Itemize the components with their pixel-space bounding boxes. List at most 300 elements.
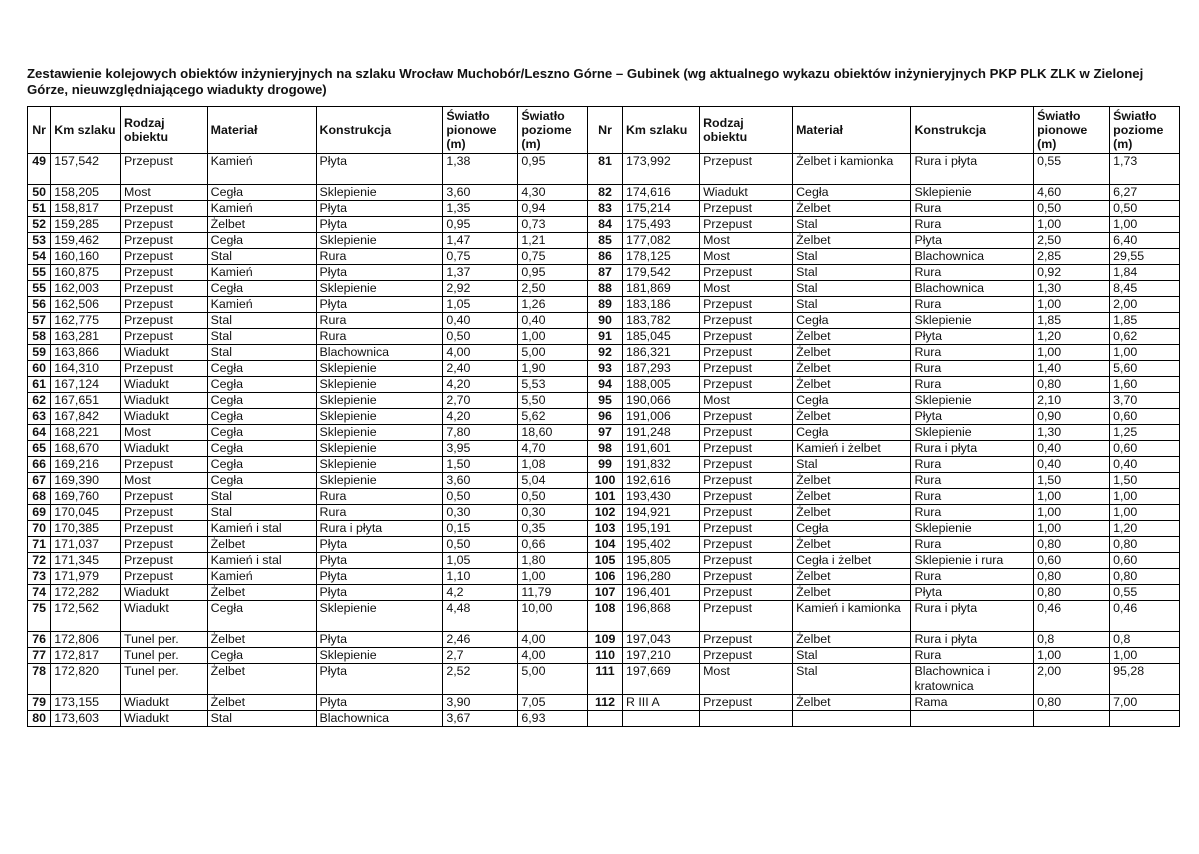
cell-swiatlo-poziome: 5,00 (518, 664, 588, 695)
cell-swiatlo-poziome: 1,85 (1110, 313, 1180, 329)
table-row (28, 569, 1180, 585)
cell-km: 172,282 (51, 585, 121, 601)
cell-swiatlo-poziome: 1,00 (1110, 217, 1180, 233)
cell-swiatlo-poziome: 1,00 (518, 329, 588, 345)
cell-konstrukcja: Sklepienie (911, 521, 1034, 537)
cell-nr: 107 (588, 585, 623, 601)
cell-rodzaj: Przepust (121, 249, 208, 265)
cell-nr: 98 (588, 441, 623, 457)
cell-konstrukcja: Rura (316, 313, 443, 329)
table-row (28, 695, 1180, 711)
objects-table (27, 106, 1180, 727)
table-row (28, 154, 1180, 185)
cell-swiatlo-poziome: 4,00 (518, 632, 588, 648)
header-km: Km szlaku (622, 107, 699, 154)
cell-material: Stal (793, 457, 911, 473)
cell-swiatlo-pionowe: 0,92 (1034, 265, 1110, 281)
cell-swiatlo-pionowe: 0,60 (1034, 553, 1110, 569)
cell-material: Żelbet (793, 233, 911, 249)
cell-rodzaj: Przepust (700, 601, 793, 632)
cell-rodzaj: Przepust (121, 201, 208, 217)
cell-material: Cegła (207, 409, 316, 425)
cell-rodzaj: Most (121, 185, 208, 201)
cell-rodzaj: Przepust (700, 313, 793, 329)
cell-swiatlo-pionowe: 4,2 (443, 585, 518, 601)
cell-swiatlo-pionowe: 0,80 (1034, 537, 1110, 553)
cell-konstrukcja: Płyta (316, 297, 443, 313)
cell-material: Stal (793, 249, 911, 265)
cell-km: 188,005 (622, 377, 699, 393)
table-row (28, 393, 1180, 409)
cell-material: Cegła (207, 377, 316, 393)
cell-nr: 50 (28, 185, 51, 201)
cell-konstrukcja: Sklepienie (316, 425, 443, 441)
cell-swiatlo-pionowe: 1,35 (443, 201, 518, 217)
cell-nr: 100 (588, 473, 623, 489)
cell-nr: 111 (588, 664, 623, 695)
table-row (28, 265, 1180, 281)
cell-nr: 63 (28, 409, 51, 425)
cell-nr: 58 (28, 329, 51, 345)
table-row (28, 201, 1180, 217)
cell-nr: 86 (588, 249, 623, 265)
cell-nr: 71 (28, 537, 51, 553)
cell-nr: 70 (28, 521, 51, 537)
cell-km: 191,248 (622, 425, 699, 441)
cell-swiatlo-pionowe: 1,40 (1034, 361, 1110, 377)
cell-konstrukcja: Blachownica (911, 281, 1034, 297)
cell-swiatlo-poziome: 0,80 (1110, 537, 1180, 553)
cell-km: 162,775 (51, 313, 121, 329)
cell-konstrukcja: Rura (911, 473, 1034, 489)
cell-swiatlo-poziome: 0,55 (1110, 585, 1180, 601)
cell-km: 192,616 (622, 473, 699, 489)
cell-rodzaj: Przepust (700, 409, 793, 425)
cell-rodzaj: Przepust (121, 297, 208, 313)
cell-swiatlo-poziome: 0,50 (518, 489, 588, 505)
cell-rodzaj: Przepust (700, 473, 793, 489)
cell-swiatlo-pionowe: 2,40 (443, 361, 518, 377)
cell-nr: 93 (588, 361, 623, 377)
cell-konstrukcja: Sklepienie (316, 361, 443, 377)
cell-swiatlo-poziome: 4,30 (518, 185, 588, 201)
table-row (28, 457, 1180, 473)
cell-material: Stal (207, 329, 316, 345)
cell-konstrukcja: Rura (911, 505, 1034, 521)
cell-km: 196,868 (622, 601, 699, 632)
cell-swiatlo-pionowe: 0,8 (1034, 632, 1110, 648)
cell-konstrukcja: Sklepienie (316, 393, 443, 409)
cell-swiatlo-pionowe: 0,95 (443, 217, 518, 233)
cell-swiatlo-pionowe: 0,80 (1034, 569, 1110, 585)
cell-nr: 104 (588, 537, 623, 553)
cell-rodzaj: Przepust (121, 521, 208, 537)
cell-nr: 52 (28, 217, 51, 233)
cell-material: Żelbet (793, 489, 911, 505)
cell-swiatlo-pionowe: 1,20 (1034, 329, 1110, 345)
cell-swiatlo-pionowe: 2,50 (1034, 233, 1110, 249)
cell-swiatlo-poziome: 0,46 (1110, 601, 1180, 632)
cell-swiatlo-pionowe: 1,00 (1034, 489, 1110, 505)
cell-material: Kamień i stal (207, 553, 316, 569)
table-row (28, 297, 1180, 313)
cell-material: Żelbet (793, 409, 911, 425)
cell-swiatlo-pionowe: 1,05 (443, 297, 518, 313)
cell-swiatlo-poziome: 1,00 (1110, 489, 1180, 505)
table-row (28, 505, 1180, 521)
cell-material: Stal (793, 297, 911, 313)
cell-konstrukcja: Blachownica (316, 345, 443, 361)
cell-nr: 77 (28, 648, 51, 664)
cell-konstrukcja: Sklepienie (911, 393, 1034, 409)
cell-konstrukcja: Sklepienie (911, 425, 1034, 441)
cell-nr: 91 (588, 329, 623, 345)
header-km: Km szlaku (51, 107, 121, 154)
cell-material: Żelbet (793, 329, 911, 345)
cell-km: 195,191 (622, 521, 699, 537)
cell-nr: 81 (588, 154, 623, 185)
cell-swiatlo-pionowe: 3,60 (443, 185, 518, 201)
cell-swiatlo-pionowe: 4,60 (1034, 185, 1110, 201)
cell-swiatlo-poziome: 1,21 (518, 233, 588, 249)
cell-material: Kamień (207, 201, 316, 217)
cell-km: 167,651 (51, 393, 121, 409)
cell-km: 191,601 (622, 441, 699, 457)
cell-material: Kamień (207, 569, 316, 585)
cell-swiatlo-pionowe: 0,30 (443, 505, 518, 521)
cell-swiatlo-poziome: 0,95 (518, 265, 588, 281)
cell-material: Cegła (207, 393, 316, 409)
cell-nr: 73 (28, 569, 51, 585)
cell-rodzaj: Most (700, 664, 793, 695)
cell-rodzaj: Przepust (121, 233, 208, 249)
cell-material: Cegła (207, 441, 316, 457)
cell-swiatlo-pionowe: 2,7 (443, 648, 518, 664)
cell-nr: 84 (588, 217, 623, 233)
cell-nr: 85 (588, 233, 623, 249)
cell-nr: 57 (28, 313, 51, 329)
cell-material: Żelbet (207, 585, 316, 601)
cell-konstrukcja: Rura (911, 265, 1034, 281)
cell-km (622, 711, 699, 727)
cell-km: 181,869 (622, 281, 699, 297)
cell-nr: 112 (588, 695, 623, 711)
cell-rodzaj: Przepust (121, 154, 208, 185)
cell-konstrukcja: Płyta (911, 233, 1034, 249)
cell-swiatlo-pionowe: 4,48 (443, 601, 518, 632)
cell-swiatlo-poziome: 0,60 (1110, 441, 1180, 457)
cell-nr: 74 (28, 585, 51, 601)
cell-rodzaj: Przepust (121, 553, 208, 569)
cell-swiatlo-pionowe: 0,40 (1034, 441, 1110, 457)
cell-material: Cegła (207, 233, 316, 249)
cell-swiatlo-poziome: 1,00 (518, 569, 588, 585)
cell-konstrukcja: Płyta (316, 664, 443, 695)
cell-swiatlo-pionowe: 0,75 (443, 249, 518, 265)
cell-swiatlo-pionowe: 1,00 (1034, 217, 1110, 233)
cell-rodzaj: Przepust (700, 329, 793, 345)
header-rodzaj: Rodzaj obiektu (700, 107, 793, 154)
cell-konstrukcja: Rura (911, 569, 1034, 585)
cell-konstrukcja: Rura i płyta (911, 154, 1034, 185)
cell-nr: 56 (28, 297, 51, 313)
cell-km: 186,321 (622, 345, 699, 361)
cell-material: Kamień i żelbet (793, 441, 911, 457)
cell-rodzaj: Przepust (121, 281, 208, 297)
cell-konstrukcja: Płyta (316, 632, 443, 648)
table-row (28, 648, 1180, 664)
cell-rodzaj: Wiadukt (121, 345, 208, 361)
cell-swiatlo-poziome: 1,25 (1110, 425, 1180, 441)
cell-swiatlo-poziome: 0,50 (1110, 201, 1180, 217)
table-row (28, 217, 1180, 233)
cell-konstrukcja: Płyta (316, 201, 443, 217)
cell-nr: 96 (588, 409, 623, 425)
cell-swiatlo-pionowe: 1,00 (1034, 648, 1110, 664)
cell-swiatlo-poziome: 4,00 (518, 648, 588, 664)
header-swiatlo-poziome: Światło poziome (m) (518, 107, 588, 154)
cell-km: 169,760 (51, 489, 121, 505)
table-row (28, 632, 1180, 648)
cell-km: 195,402 (622, 537, 699, 553)
header-material: Materiał (793, 107, 911, 154)
cell-konstrukcja: Rura (316, 329, 443, 345)
cell-km: 170,385 (51, 521, 121, 537)
cell-km: R III A (622, 695, 699, 711)
cell-nr: 108 (588, 601, 623, 632)
cell-swiatlo-pionowe: 2,52 (443, 664, 518, 695)
cell-km: 197,043 (622, 632, 699, 648)
cell-nr: 97 (588, 425, 623, 441)
cell-km: 172,562 (51, 601, 121, 632)
cell-swiatlo-poziome: 0,62 (1110, 329, 1180, 345)
cell-material: Żelbet (793, 569, 911, 585)
cell-swiatlo-poziome: 8,45 (1110, 281, 1180, 297)
cell-konstrukcja: Płyta (316, 217, 443, 233)
cell-swiatlo-poziome: 1,00 (1110, 505, 1180, 521)
cell-rodzaj: Przepust (121, 569, 208, 585)
cell-km: 171,345 (51, 553, 121, 569)
cell-rodzaj: Wiadukt (121, 695, 208, 711)
cell-km: 173,603 (51, 711, 121, 727)
cell-km: 185,045 (622, 329, 699, 345)
cell-rodzaj: Przepust (700, 345, 793, 361)
cell-nr: 103 (588, 521, 623, 537)
cell-km: 169,216 (51, 457, 121, 473)
cell-konstrukcja: Rura (316, 505, 443, 521)
table-row (28, 553, 1180, 569)
cell-swiatlo-pionowe: 1,00 (1034, 345, 1110, 361)
cell-nr: 106 (588, 569, 623, 585)
cell-material: Cegła (207, 457, 316, 473)
cell-material: Cegła (207, 185, 316, 201)
cell-konstrukcja: Płyta (316, 695, 443, 711)
cell-rodzaj: Most (121, 473, 208, 489)
cell-km: 164,310 (51, 361, 121, 377)
cell-konstrukcja: Rama (911, 695, 1034, 711)
cell-nr: 99 (588, 457, 623, 473)
cell-km: 163,281 (51, 329, 121, 345)
cell-swiatlo-poziome: 1,20 (1110, 521, 1180, 537)
header-swiatlo-pionowe: Światło pionowe (m) (1034, 107, 1110, 154)
cell-swiatlo-pionowe: 0,40 (1034, 457, 1110, 473)
cell-rodzaj: Przepust (700, 521, 793, 537)
cell-swiatlo-poziome: 1,73 (1110, 154, 1180, 185)
cell-km: 159,285 (51, 217, 121, 233)
cell-konstrukcja: Rura (911, 217, 1034, 233)
table-row (28, 185, 1180, 201)
cell-rodzaj: Przepust (700, 505, 793, 521)
cell-nr: 55 (28, 265, 51, 281)
cell-rodzaj: Wiadukt (700, 185, 793, 201)
cell-material: Stal (793, 265, 911, 281)
cell-nr: 62 (28, 393, 51, 409)
cell-km: 177,082 (622, 233, 699, 249)
cell-rodzaj: Przepust (700, 441, 793, 457)
cell-nr (588, 711, 623, 727)
cell-swiatlo-poziome: 2,50 (518, 281, 588, 297)
cell-konstrukcja: Blachownica i kratownica (911, 664, 1034, 695)
cell-km: 157,542 (51, 154, 121, 185)
cell-rodzaj: Tunel per. (121, 648, 208, 664)
cell-konstrukcja: Sklepienie (316, 601, 443, 632)
cell-material: Cegła (207, 648, 316, 664)
cell-swiatlo-pionowe: 0,50 (443, 329, 518, 345)
cell-rodzaj: Wiadukt (121, 393, 208, 409)
cell-km: 194,921 (622, 505, 699, 521)
cell-nr: 66 (28, 457, 51, 473)
cell-rodzaj: Wiadukt (121, 711, 208, 727)
cell-swiatlo-pionowe: 1,30 (1034, 425, 1110, 441)
table-row (28, 711, 1180, 727)
cell-swiatlo-pionowe: 3,95 (443, 441, 518, 457)
cell-swiatlo-poziome: 0,60 (1110, 409, 1180, 425)
cell-material: Cegła (207, 601, 316, 632)
cell-swiatlo-poziome: 18,60 (518, 425, 588, 441)
cell-material: Cegła (207, 425, 316, 441)
cell-swiatlo-pionowe: 0,55 (1034, 154, 1110, 185)
cell-material: Kamień (207, 154, 316, 185)
cell-rodzaj: Przepust (700, 217, 793, 233)
cell-material: Kamień (207, 297, 316, 313)
cell-km: 175,214 (622, 201, 699, 217)
cell-swiatlo-pionowe: 2,10 (1034, 393, 1110, 409)
cell-swiatlo-pionowe: 1,00 (1034, 505, 1110, 521)
cell-konstrukcja (911, 711, 1034, 727)
cell-material: Cegła (793, 425, 911, 441)
cell-swiatlo-poziome: 0,40 (1110, 457, 1180, 473)
cell-swiatlo-poziome: 95,28 (1110, 664, 1180, 695)
cell-swiatlo-poziome: 5,50 (518, 393, 588, 409)
cell-rodzaj: Przepust (121, 265, 208, 281)
cell-swiatlo-poziome: 1,26 (518, 297, 588, 313)
cell-nr: 49 (28, 154, 51, 185)
cell-rodzaj: Przepust (700, 648, 793, 664)
cell-material: Żelbet (793, 473, 911, 489)
cell-material: Żelbet (793, 345, 911, 361)
cell-swiatlo-poziome: 7,00 (1110, 695, 1180, 711)
cell-rodzaj: Przepust (700, 201, 793, 217)
cell-km: 169,390 (51, 473, 121, 489)
cell-nr: 67 (28, 473, 51, 489)
cell-nr: 76 (28, 632, 51, 648)
cell-swiatlo-poziome: 2,00 (1110, 297, 1180, 313)
cell-swiatlo-pionowe: 0,50 (443, 537, 518, 553)
cell-swiatlo-pionowe: 0,80 (1034, 695, 1110, 711)
cell-swiatlo-poziome: 3,70 (1110, 393, 1180, 409)
cell-material: Cegła (793, 313, 911, 329)
cell-swiatlo-pionowe: 7,80 (443, 425, 518, 441)
cell-swiatlo-poziome: 5,60 (1110, 361, 1180, 377)
cell-konstrukcja: Sklepienie (911, 313, 1034, 329)
cell-nr: 55 (28, 281, 51, 297)
cell-swiatlo-pionowe: 0,46 (1034, 601, 1110, 632)
cell-nr: 92 (588, 345, 623, 361)
cell-swiatlo-pionowe: 1,05 (443, 553, 518, 569)
cell-konstrukcja: Płyta (316, 265, 443, 281)
cell-km: 178,125 (622, 249, 699, 265)
cell-konstrukcja: Blachownica (316, 711, 443, 727)
cell-konstrukcja: Rura (911, 648, 1034, 664)
table-row (28, 441, 1180, 457)
cell-swiatlo-pionowe: 2,00 (1034, 664, 1110, 695)
cell-konstrukcja: Sklepienie (911, 185, 1034, 201)
cell-material: Stal (793, 664, 911, 695)
document-title: Zestawienie kolejowych obiektów inżynieryjnych na szlaku Wrocław Muchobór/Leszno Górne – Gubinek (wg aktualnego wykazu obiektów inżynieryjnych PKP PLK ZLK w Zielonej Górze, nieuwzględniającego wiadukty drogowe) (27, 66, 1144, 97)
cell-konstrukcja: Rura (911, 457, 1034, 473)
cell-km: 171,037 (51, 537, 121, 553)
cell-material: Kamień i stal (207, 521, 316, 537)
cell-km: 162,003 (51, 281, 121, 297)
cell-km: 179,542 (622, 265, 699, 281)
cell-swiatlo-poziome: 5,62 (518, 409, 588, 425)
cell-rodzaj: Most (700, 249, 793, 265)
cell-konstrukcja: Rura (911, 489, 1034, 505)
table-row (28, 409, 1180, 425)
cell-material: Kamień i kamionka (793, 601, 911, 632)
cell-konstrukcja: Płyta (911, 409, 1034, 425)
cell-konstrukcja: Rura (911, 345, 1034, 361)
cell-material: Żelbet (793, 585, 911, 601)
header-swiatlo-poziome: Światło poziome (m) (1110, 107, 1180, 154)
cell-rodzaj: Przepust (700, 632, 793, 648)
cell-nr: 59 (28, 345, 51, 361)
cell-km: 172,820 (51, 664, 121, 695)
cell-rodzaj (700, 711, 793, 727)
cell-rodzaj: Wiadukt (121, 601, 208, 632)
table-row (28, 313, 1180, 329)
cell-konstrukcja: Sklepienie (316, 648, 443, 664)
cell-swiatlo-poziome: 1,00 (1110, 648, 1180, 664)
cell-km: 171,979 (51, 569, 121, 585)
cell-material: Stal (207, 711, 316, 727)
table-row (28, 425, 1180, 441)
cell-rodzaj: Most (700, 233, 793, 249)
cell-konstrukcja: Rura i płyta (316, 521, 443, 537)
cell-material: Cegła i żelbet (793, 553, 911, 569)
cell-swiatlo-pionowe: 1,85 (1034, 313, 1110, 329)
cell-swiatlo-pionowe: 2,46 (443, 632, 518, 648)
cell-km: 183,782 (622, 313, 699, 329)
cell-swiatlo-pionowe: 0,15 (443, 521, 518, 537)
cell-material: Żelbet (793, 201, 911, 217)
header-nr: Nr (588, 107, 623, 154)
cell-swiatlo-pionowe: 1,47 (443, 233, 518, 249)
cell-swiatlo-poziome: 1,80 (518, 553, 588, 569)
cell-swiatlo-pionowe: 3,60 (443, 473, 518, 489)
cell-swiatlo-pionowe: 0,50 (443, 489, 518, 505)
cell-swiatlo-poziome: 11,79 (518, 585, 588, 601)
